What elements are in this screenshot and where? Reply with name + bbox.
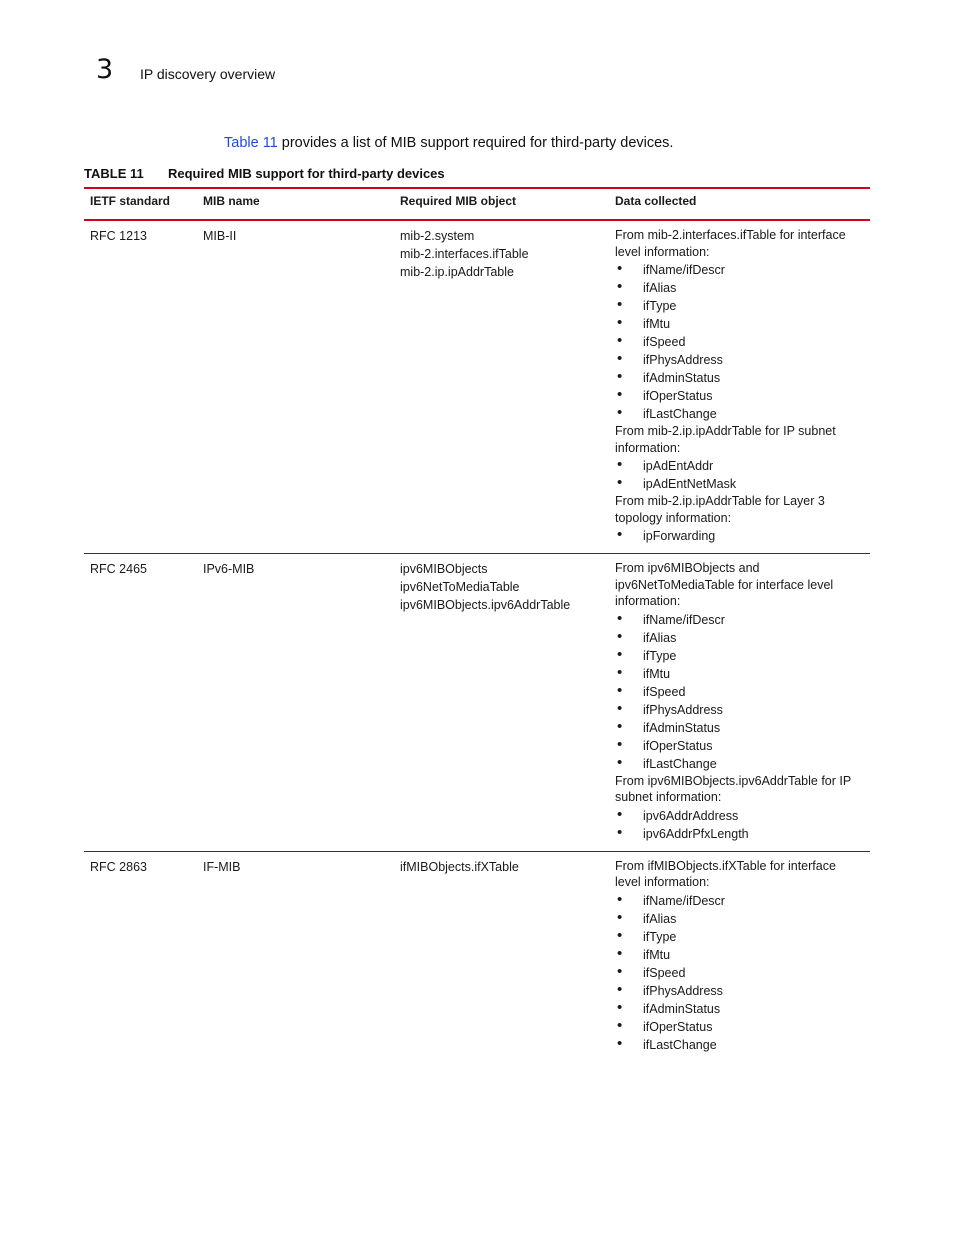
cell-ietf-standard: RFC 2863 xyxy=(90,859,147,874)
list-item: • ifLastChange xyxy=(615,1036,864,1054)
table-row xyxy=(84,554,870,852)
data-collected-list xyxy=(615,807,864,843)
data-collected-list xyxy=(615,892,864,1054)
mib-object: mib-2.interfaces.ifTable xyxy=(400,247,529,261)
list-item: • ipAdEntAddr xyxy=(615,457,864,475)
column-header-required-mib-object: Required MIB object xyxy=(394,188,609,220)
column-header-mib-name: MIB name xyxy=(197,188,394,220)
list-item: • ipv6AddrAddress xyxy=(615,807,864,825)
cell-data-collected xyxy=(609,220,870,554)
list-item: • ifLastChange xyxy=(615,755,864,773)
intro-text: provides a list of MIB support required for third-party devices. xyxy=(277,135,674,151)
cell-required-mib-object xyxy=(394,220,609,554)
intro-paragraph xyxy=(224,135,673,151)
cell-mib-name: IPv6-MIB xyxy=(197,554,394,852)
list-item: • ifPhysAddress xyxy=(615,701,864,719)
list-item: • ifSpeed xyxy=(615,683,864,701)
data-collected-description: From mib-2.ip.ipAddrTable for Layer 3 topology information: xyxy=(615,494,825,525)
list-item: • ifName/ifDescr xyxy=(615,261,864,279)
list-item: • ifType xyxy=(615,297,864,315)
cell-required-mib-object xyxy=(394,851,609,1062)
list-item: • ifSpeed xyxy=(615,964,864,982)
list-item: • ifName/ifDescr xyxy=(615,611,864,629)
cell-data-collected xyxy=(609,851,870,1062)
data-collected-list xyxy=(615,527,864,545)
list-item: • ifAlias xyxy=(615,910,864,928)
cell-ietf-standard: RFC 1213 xyxy=(84,220,197,554)
list-item: • ifLastChange xyxy=(615,405,864,423)
list-item: • ipv6AddrPfxLength xyxy=(615,825,864,843)
cell-ietf-standard: RFC 2465 xyxy=(84,554,197,852)
cell-data-collected xyxy=(609,554,870,852)
list-item: • ifType xyxy=(615,647,864,665)
list-item: • ifAdminStatus xyxy=(615,1000,864,1018)
mib-object: ipv6MIBObjects xyxy=(400,562,488,576)
list-item: • ifPhysAddress xyxy=(615,351,864,369)
data-collected-description: From mib-2.interfaces.ifTable for interface level information: xyxy=(615,228,846,259)
list-item: • ifMtu xyxy=(615,665,864,683)
list-item: • ifOperStatus xyxy=(615,1018,864,1036)
list-item: • ifMtu xyxy=(615,946,864,964)
mib-object: ifMIBObjects.ifXTable xyxy=(400,859,519,874)
list-item: • ifType xyxy=(615,928,864,946)
column-header-data-collected: Data collected xyxy=(609,188,870,220)
mib-object: ipv6NetToMediaTable xyxy=(400,580,520,594)
list-item: • ifAlias xyxy=(615,629,864,647)
list-item: • ifOperStatus xyxy=(615,387,864,405)
list-item: • ifPhysAddress xyxy=(615,982,864,1000)
list-item: • ifAdminStatus xyxy=(615,719,864,737)
mib-object: mib-2.system xyxy=(400,229,475,243)
table-header-row xyxy=(84,188,870,220)
table-11-link[interactable]: Table 11 xyxy=(224,135,278,151)
column-header-ietf-standard: IETF standard xyxy=(84,188,197,220)
mib-support-table xyxy=(84,187,870,1062)
list-item: • ipForwarding xyxy=(615,527,864,545)
data-collected-description: From ipv6MIBObjects.ipv6AddrTable for IP subnet information: xyxy=(615,773,851,804)
list-item: • ifSpeed xyxy=(615,333,864,351)
mib-object: ipv6MIBObjects.ipv6AddrTable xyxy=(400,598,571,612)
list-item: • ifAlias xyxy=(615,279,864,297)
list-item: • ifName/ifDescr xyxy=(615,892,864,910)
table-row xyxy=(84,851,870,1062)
chapter-number: 3 xyxy=(96,54,114,85)
table-row xyxy=(84,220,870,554)
table-caption-label: TABLE 11 xyxy=(84,166,144,181)
data-collected-list xyxy=(615,261,864,423)
list-item: • ifAdminStatus xyxy=(615,369,864,387)
cell-mib-name: MIB-II xyxy=(197,220,394,554)
table-caption-text: Required MIB support for third-party devices xyxy=(168,166,445,181)
cell-required-mib-object xyxy=(394,554,609,852)
data-collected-list xyxy=(615,611,864,773)
table-caption xyxy=(84,166,445,181)
chapter-title: IP discovery overview xyxy=(140,66,276,82)
list-item: • ifMtu xyxy=(615,315,864,333)
data-collected-list xyxy=(615,457,864,493)
data-collected-description: From mib-2.ip.ipAddrTable for IP subnet information: xyxy=(615,424,836,455)
mib-object: mib-2.ip.ipAddrTable xyxy=(400,265,514,279)
data-collected-description: From ifMIBObjects.ifXTable for interface level information: xyxy=(615,858,836,889)
list-item: • ipAdEntNetMask xyxy=(615,475,864,493)
data-collected-description: From ipv6MIBObjects and ipv6NetToMediaTable for interface level information: xyxy=(615,561,834,608)
cell-mib-name: IF-MIB xyxy=(203,859,241,874)
list-item: • ifOperStatus xyxy=(615,737,864,755)
